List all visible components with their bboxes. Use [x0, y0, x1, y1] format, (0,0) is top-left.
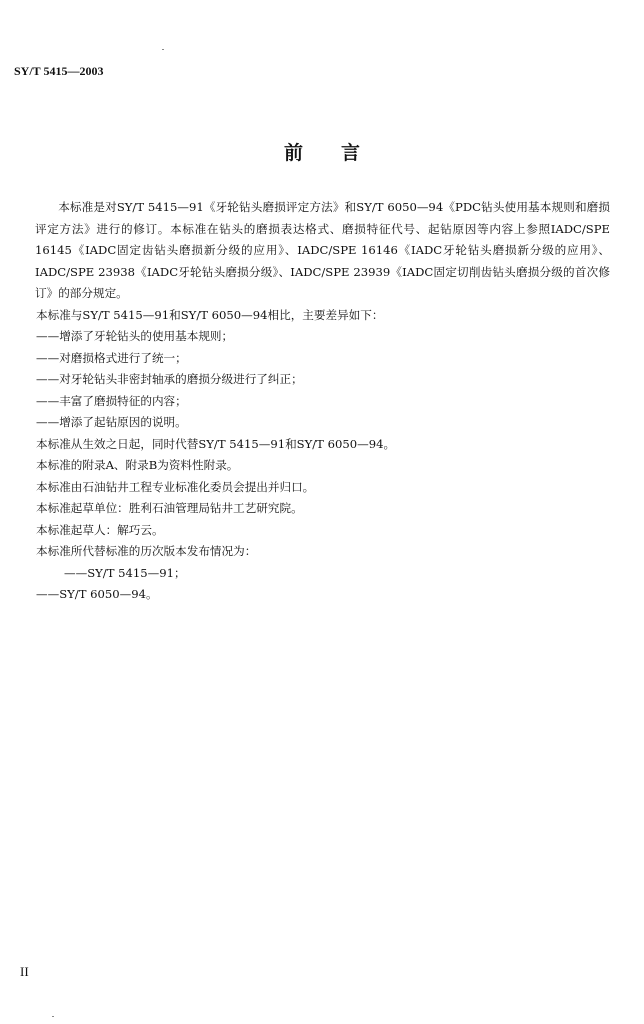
statement-proposer: 本标准由石油钻井工程专业标准化委员会提出并归口。 [36, 479, 315, 494]
foreword-body [36, 197, 610, 606]
statement-drafter: 本标准起草人：解巧云。 [36, 522, 164, 537]
change-item: ——增添了牙轮钻头的使用基本规则； [36, 329, 234, 343]
scan-speck [52, 1016, 54, 1017]
change-item: ——增添了起钻原因的说明。 [36, 415, 187, 429]
comparison-intro: 本标准与SY/T 5415—91和SY/T 6050—94相比，主要差异如下： [36, 307, 384, 322]
scan-speck [162, 49, 164, 50]
change-item: ——丰富了磨损特征的内容； [36, 393, 187, 408]
page-title: 前言 [283, 142, 398, 164]
intro-paragraph: 本标准是对SY/T 5415—91《牙轮钻头磨损评定方法》和SY/T 6050—94《PDC钻头使用基本规则和磨损评定方法》进行的修订。本标准在钻头的磨损表达格式、磨损特征代号、起钻原因等内容上参照IADC/SPE 16145《IADC固定齿钻头磨损新分级的应用》、IADC/SPE 16146《IADC牙轮钻头磨损新分级的应用》、IADC/SPE 23938《IADC牙轮钻头磨损分级》、IADC/SPE 23939《IADC固定切削齿钻头磨损分级的首次修订》的部分规定。 [35, 200, 610, 300]
history-item: ——SY/T 6050—94。 [36, 587, 158, 601]
history-item: ——SY/T 5415—91； [64, 565, 186, 580]
change-item: ——对磨损格式进行了统一； [36, 350, 187, 365]
statement-history-intro: 本标准所代替标准的历次版本发布情况为： [36, 544, 257, 558]
statement-replacement: 本标准从生效之日起，同时代替SY/T 5415—91和SY/T 6050—94。 [36, 436, 396, 451]
statement-appendix: 本标准的附录A、附录B为资料性附录。 [36, 458, 239, 472]
statement-drafting-unit: 本标准起草单位：胜利石油管理局钻井工艺研究院。 [36, 501, 303, 515]
change-item: ——对牙轮钻头非密封轴承的磨损分级进行了纠正； [36, 372, 303, 386]
standard-code: SY/T 5415—2003 [14, 64, 104, 78]
page-number: II [20, 964, 29, 979]
